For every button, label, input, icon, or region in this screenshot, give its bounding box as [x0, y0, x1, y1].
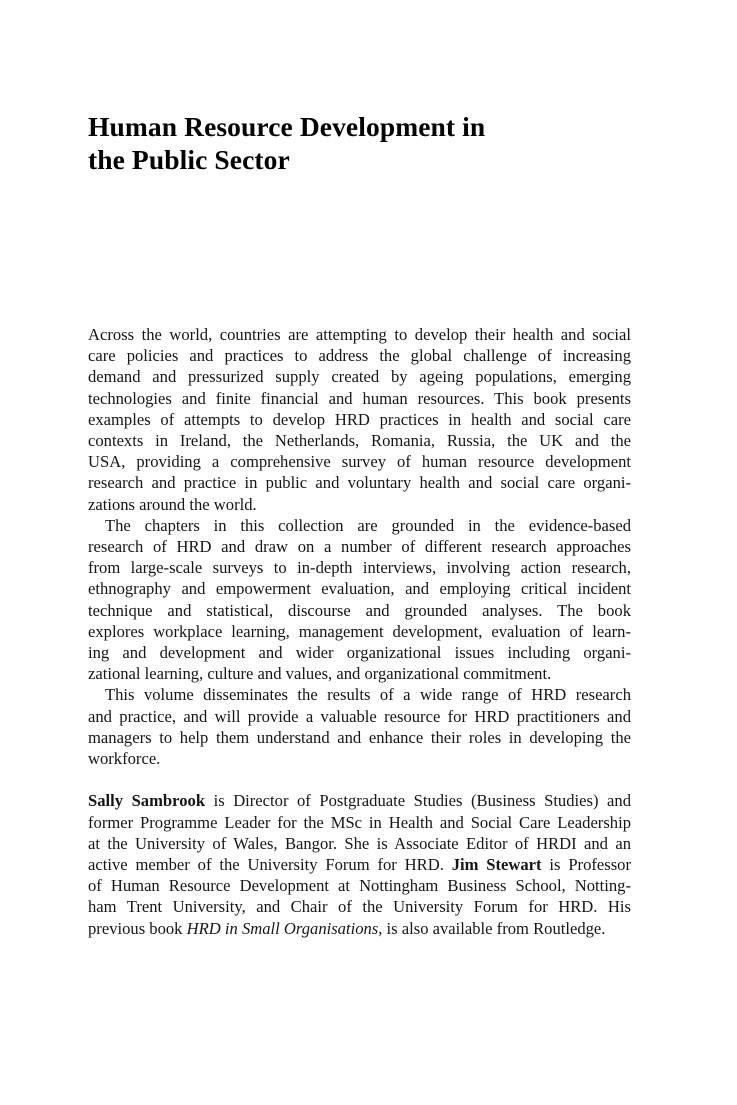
- text-line: zations around the world.: [88, 494, 257, 514]
- text-run: active member of the University Forum for HRD.: [88, 855, 452, 875]
- text-line: The chapters in this collection are grounded in the evidence-based: [105, 515, 631, 535]
- text-run: at the University of Wales, Bangor. She is Associate Editor of HRDI and an: [88, 833, 631, 853]
- text-line: [88, 812, 631, 833]
- editor-name: Sally Sambrook: [88, 791, 206, 811]
- text-line: ethnography and empowerment evaluation, and employing critical incident: [88, 579, 631, 599]
- text-line: zational learning, culture and values, and organizational commitment.: [88, 664, 552, 684]
- text-line: [88, 918, 631, 939]
- text-line: workforce.: [88, 749, 161, 769]
- text-run: , is also available from Routledge.: [378, 918, 606, 938]
- text-line: ing and development and wider organizational issues including organi-: [88, 643, 631, 663]
- paragraph-gap: [88, 769, 631, 790]
- text-run: is Professor: [541, 855, 632, 875]
- text-line: demand and pressurized supply created by ageing populations, emerging: [88, 367, 631, 387]
- text-line: and practice, and will provide a valuable resource for HRD practitioners and: [88, 706, 631, 726]
- text-line: care policies and practices to address the global challenge of increasing: [88, 346, 631, 366]
- text-line: from large-scale surveys to in-depth interviews, involving action research,: [88, 558, 631, 578]
- text-line: This volume disseminates the results of a wide range of HRD research: [105, 685, 631, 705]
- blurb-paragraph-3: [88, 684, 631, 769]
- text-run: is Director of Postgraduate Studies (Business Studies) and: [205, 791, 631, 811]
- text-line: contexts in Ireland, the Netherlands, Romania, Russia, the UK and the: [88, 431, 631, 451]
- text-run: ham Trent University, and Chair of the University Forum for HRD. His: [88, 897, 631, 917]
- text-line: research of HRD and draw on a number of different research approaches: [88, 537, 631, 557]
- page-title: [88, 110, 648, 176]
- blurb-paragraph-1: [88, 324, 631, 515]
- text-line: [88, 833, 631, 854]
- text-line: [88, 896, 631, 917]
- editor-name: Jim Stewart: [451, 855, 542, 875]
- text-line: research and practice in public and voluntary health and social care organi-: [88, 473, 631, 493]
- text-line: technologies and finite financial and human resources. This book presents: [88, 388, 631, 408]
- page-title-line: Human Resource Development in: [88, 111, 486, 143]
- text-run: previous book: [88, 918, 187, 938]
- text-line: managers to help them understand and enhance their roles in developing the: [88, 727, 631, 747]
- text-line: technique and statistical, discourse and grounded analyses. The book: [88, 600, 631, 620]
- editors-biography-paragraph: [88, 790, 631, 938]
- page-title-line: the Public Sector: [88, 144, 290, 176]
- text-line: [88, 790, 631, 811]
- text-line: explores workplace learning, management development, evaluation of learn-: [88, 621, 631, 641]
- text-run: former Programme Leader for the MSc in Health and Social Care Leadership: [88, 812, 631, 832]
- blurb-body: [88, 324, 631, 939]
- text-line: [88, 875, 631, 896]
- previous-book-title: HRD in Small Organisations: [186, 918, 379, 938]
- text-line: Across the world, countries are attempting to develop their health and social: [88, 325, 631, 344]
- text-line: [88, 854, 631, 875]
- text-run: of Human Resource Development at Nottingham Business School, Notting-: [88, 876, 631, 896]
- text-line: USA, providing a comprehensive survey of human resource development: [88, 452, 631, 472]
- blurb-paragraph-2: [88, 515, 631, 685]
- text-line: examples of attempts to develop HRD practices in health and social care: [88, 409, 631, 429]
